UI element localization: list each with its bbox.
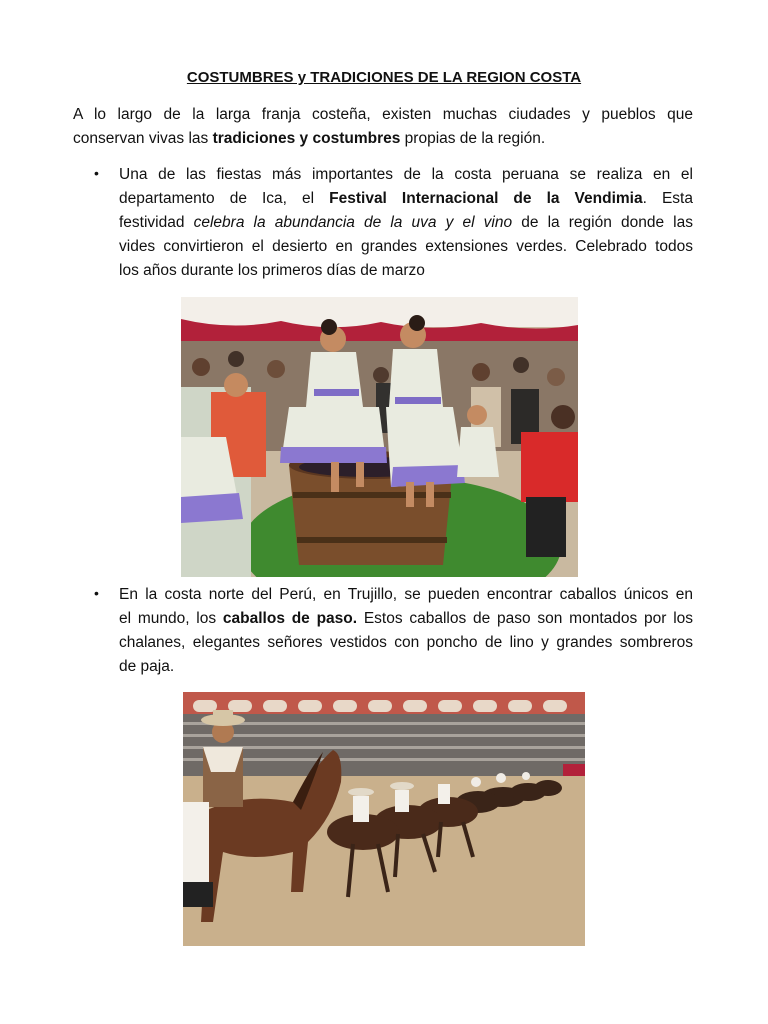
item1-italic: celebra la abundancia de la uva y el vino: [193, 214, 513, 231]
intro-line-1: A lo largo de la larga franja costeña, existen muchas ciudades y pueblos que: [73, 106, 693, 123]
item2-line-3: chalanes, elegantes señores vestidos con poncho de lino y grandes sombreros: [119, 634, 693, 651]
item2-bold: caballos de paso.: [222, 610, 358, 627]
bullet-2-marker: •: [94, 585, 99, 601]
item1-line-1: Una de las fiestas más importantes de la costa peruana se realiza en el: [119, 166, 693, 183]
intro-text: conservan vivas las: [73, 130, 213, 147]
document-title: COSTUMBRES y TRADICIONES DE LA REGION COSTA: [186, 69, 582, 86]
grape-stomping-photo: [181, 297, 578, 577]
paso-horses-photo: [183, 692, 585, 946]
intro-text-end: propias de la región.: [400, 130, 546, 147]
item1-line-4: vides convirtieron el desierto en grandes extensiones verdes. Celebrado todos: [119, 238, 693, 255]
item2-text-end: Estos caballos de paso son montados por los: [357, 610, 694, 627]
intro-line-2: [73, 127, 693, 151]
bullet-item-1: [119, 163, 693, 283]
intro-bold: tradiciones y costumbres: [212, 130, 401, 147]
item1-text: departamento de Ica, el: [119, 190, 330, 207]
item1-line-2: [119, 187, 693, 211]
item1-line-3: [119, 211, 693, 235]
bullet-1-marker: •: [94, 165, 99, 181]
item1-text-3a: festividad: [119, 214, 194, 231]
intro-paragraph: [73, 103, 693, 151]
item1-text-3b: de la región donde las: [512, 214, 693, 231]
item1-bold: Festival Internacional de la Vendimia: [329, 190, 643, 207]
item1-text-end: . Esta: [642, 190, 693, 207]
item2-line-1: En la costa norte del Perú, en Trujillo, se pueden encontrar caballos únicos en: [119, 586, 693, 603]
item2-line-2: [119, 607, 693, 631]
item2-text: el mundo, los: [119, 610, 223, 627]
item2-line-4: de paja.: [119, 658, 175, 675]
item1-line-5: los años durante los primeros días de marzo: [119, 262, 425, 279]
bullet-item-2: [119, 583, 693, 679]
